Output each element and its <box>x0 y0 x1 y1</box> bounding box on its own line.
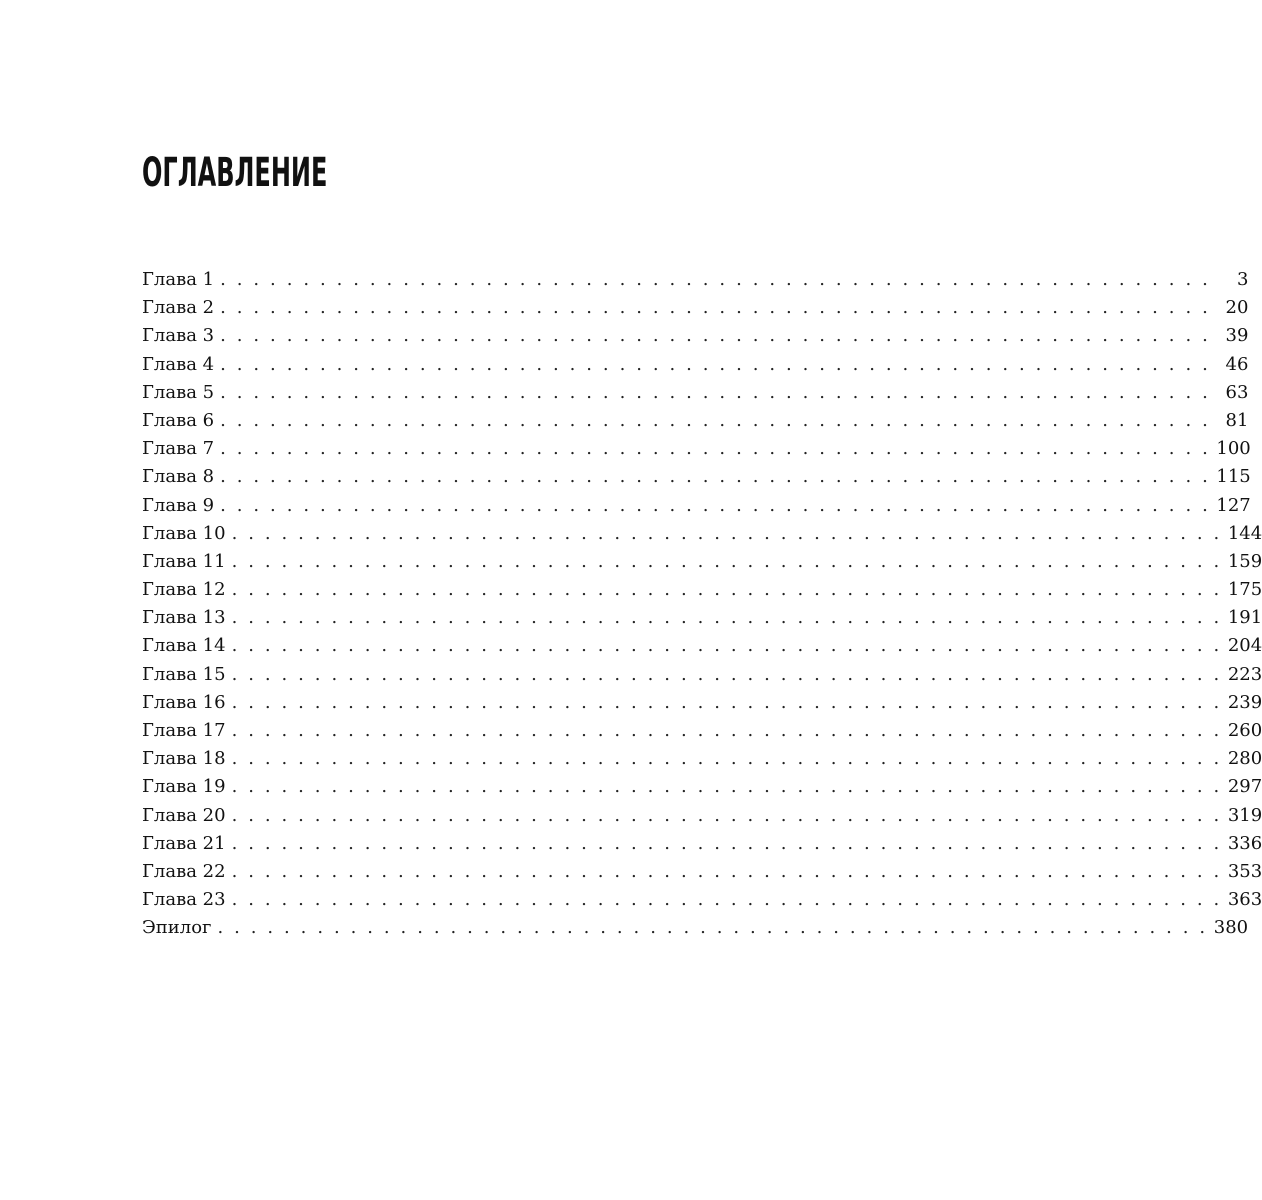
toc-entry-page: 20 <box>1225 297 1249 319</box>
toc-entry-label: Глава 6 <box>142 409 215 431</box>
toc-entry-page: 144 <box>1227 522 1262 544</box>
toc-entry-label: Эпилог <box>142 917 212 939</box>
toc-entry <box>142 351 1249 379</box>
toc-entry-label: Глава 14 <box>142 635 226 657</box>
toc-entry <box>142 830 1262 858</box>
toc-entry <box>142 435 1251 463</box>
toc-entry-page: 39 <box>1225 325 1249 347</box>
toc-entry-label: Глава 3 <box>142 325 215 347</box>
toc-dot-leader: . . . . . . . . . . . . . . . . . . . . . . . . . . . . . . . . . . . . . . . . . . . . . . . . . . . . . . . . . . . . <box>231 804 1222 826</box>
toc-entry-label: Глава 21 <box>142 832 226 854</box>
toc-entry <box>142 689 1262 717</box>
toc-dot-leader: . . . . . . . . . . . . . . . . . . . . . . . . . . . . . . . . . . . . . . . . . . . . . . . . . . . . . . . . . . . . <box>231 522 1222 544</box>
toc-entry-page: 336 <box>1227 832 1262 854</box>
toc-entry <box>142 520 1262 548</box>
toc-entry-label: Глава 9 <box>142 494 215 516</box>
page-title: ОГЛАВЛЕНИЕ <box>142 150 328 196</box>
toc-entry-page: 380 <box>1213 917 1249 939</box>
toc-entry <box>142 294 1249 322</box>
toc-dot-leader: . . . . . . . . . . . . . . . . . . . . . . . . . . . . . . . . . . . . . . . . . . . . . . . . . . . . . . . . . . . . <box>217 917 1208 939</box>
toc-entry-label: Глава 1 <box>142 269 215 290</box>
toc-entry-page: 223 <box>1227 663 1262 685</box>
toc-entry <box>142 886 1262 914</box>
toc-entry-page: 100 <box>1216 438 1251 460</box>
toc-dot-leader: . . . . . . . . . . . . . . . . . . . . . . . . . . . . . . . . . . . . . . . . . . . . . . . . . . . . . . . . . . . . <box>231 748 1222 770</box>
toc-dot-leader: . . . . . . . . . . . . . . . . . . . . . . . . . . . . . . . . . . . . . . . . . . . . . . . . . . . . . . . . . . . . <box>231 635 1222 657</box>
toc-dot-leader: . . . . . . . . . . . . . . . . . . . . . . . . . . . . . . . . . . . . . . . . . . . . . . . . . . . . . . . . . . . . <box>220 381 1211 403</box>
toc-entry <box>142 492 1251 520</box>
toc-dot-leader: . . . . . . . . . . . . . . . . . . . . . . . . . . . . . . . . . . . . . . . . . . . . . . . . . . . . . . . . . . . . <box>220 494 1211 516</box>
toc-entry <box>142 322 1249 350</box>
toc-dot-leader: . . . . . . . . . . . . . . . . . . . . . . . . . . . . . . . . . . . . . . . . . . . . . . . . . . . . . . . . . . . . <box>231 607 1222 629</box>
table-of-contents <box>142 266 1262 943</box>
toc-entry-page: 175 <box>1227 579 1262 601</box>
toc-entry-page: 204 <box>1227 635 1262 657</box>
toc-entry <box>142 717 1262 745</box>
toc-entry <box>142 548 1262 576</box>
toc-entry-label: Глава 13 <box>142 607 226 629</box>
toc-entry-page: 3 <box>1236 269 1249 290</box>
toc-entry-page: 127 <box>1216 494 1251 516</box>
toc-entry-label: Глава 15 <box>142 663 226 685</box>
toc-dot-leader: . . . . . . . . . . . . . . . . . . . . . . . . . . . . . . . . . . . . . . . . . . . . . . . . . . . . . . . . . . . . <box>220 438 1211 460</box>
toc-entry-page: 115 <box>1216 466 1251 488</box>
toc-entry-label: Глава 11 <box>142 550 226 572</box>
toc-entry <box>142 576 1262 604</box>
toc-entry-label: Глава 17 <box>142 720 226 741</box>
toc-dot-leader: . . . . . . . . . . . . . . . . . . . . . . . . . . . . . . . . . . . . . . . . . . . . . . . . . . . . . . . . . . . . <box>220 409 1211 431</box>
toc-entry <box>142 773 1262 801</box>
toc-dot-leader: . . . . . . . . . . . . . . . . . . . . . . . . . . . . . . . . . . . . . . . . . . . . . . . . . . . . . . . . . . . . <box>231 579 1222 601</box>
toc-entry-label: Глава 10 <box>142 522 226 544</box>
toc-entry-page: 363 <box>1227 889 1262 911</box>
toc-entry <box>142 745 1262 773</box>
toc-dot-leader: . . . . . . . . . . . . . . . . . . . . . . . . . . . . . . . . . . . . . . . . . . . . . . . . . . . . . . . . . . . . <box>231 550 1222 572</box>
toc-dot-leader: . . . . . . . . . . . . . . . . . . . . . . . . . . . . . . . . . . . . . . . . . . . . . . . . . . . . . . . . . . . . <box>231 663 1222 685</box>
toc-entry <box>142 914 1249 942</box>
toc-entry-label: Глава 4 <box>142 353 215 375</box>
toc-entry-page: 297 <box>1227 776 1262 798</box>
toc-entry <box>142 266 1249 294</box>
toc-entry-label: Глава 7 <box>142 438 215 460</box>
toc-entry-page: 191 <box>1227 607 1262 629</box>
toc-entry-page: 46 <box>1225 353 1249 375</box>
toc-entry <box>142 632 1262 660</box>
toc-entry-page: 81 <box>1225 409 1249 431</box>
toc-entry-label: Глава 16 <box>142 691 226 713</box>
toc-entry <box>142 858 1262 886</box>
toc-entry-label: Глава 20 <box>142 804 226 826</box>
toc-entry-label: Глава 5 <box>142 381 215 403</box>
toc-dot-leader: . . . . . . . . . . . . . . . . . . . . . . . . . . . . . . . . . . . . . . . . . . . . . . . . . . . . . . . . . . . . <box>220 466 1211 488</box>
toc-entry-page: 280 <box>1227 748 1262 770</box>
toc-entry-page: 260 <box>1227 720 1262 741</box>
toc-dot-leader: . . . . . . . . . . . . . . . . . . . . . . . . . . . . . . . . . . . . . . . . . . . . . . . . . . . . . . . . . . . . <box>231 691 1222 713</box>
toc-entry-page: 239 <box>1227 691 1262 713</box>
toc-dot-leader: . . . . . . . . . . . . . . . . . . . . . . . . . . . . . . . . . . . . . . . . . . . . . . . . . . . . . . . . . . . . <box>220 269 1211 290</box>
toc-dot-leader: . . . . . . . . . . . . . . . . . . . . . . . . . . . . . . . . . . . . . . . . . . . . . . . . . . . . . . . . . . . . <box>231 860 1222 882</box>
toc-entry-label: Глава 22 <box>142 860 226 882</box>
toc-entry-page: 159 <box>1227 550 1262 572</box>
toc-dot-leader: . . . . . . . . . . . . . . . . . . . . . . . . . . . . . . . . . . . . . . . . . . . . . . . . . . . . . . . . . . . . <box>220 297 1211 319</box>
toc-entry-label: Глава 19 <box>142 776 226 798</box>
toc-entry <box>142 407 1249 435</box>
toc-dot-leader: . . . . . . . . . . . . . . . . . . . . . . . . . . . . . . . . . . . . . . . . . . . . . . . . . . . . . . . . . . . . <box>231 889 1222 911</box>
toc-entry-label: Глава 18 <box>142 748 226 770</box>
toc-dot-leader: . . . . . . . . . . . . . . . . . . . . . . . . . . . . . . . . . . . . . . . . . . . . . . . . . . . . . . . . . . . . <box>231 776 1222 798</box>
toc-entry-page: 63 <box>1225 381 1249 403</box>
toc-entry <box>142 379 1249 407</box>
toc-dot-leader: . . . . . . . . . . . . . . . . . . . . . . . . . . . . . . . . . . . . . . . . . . . . . . . . . . . . . . . . . . . . <box>220 325 1211 347</box>
toc-entry-label: Глава 8 <box>142 466 215 488</box>
toc-entry-page: 319 <box>1227 804 1262 826</box>
toc-entry-label: Глава 2 <box>142 297 215 319</box>
toc-entry <box>142 661 1262 689</box>
toc-dot-leader: . . . . . . . . . . . . . . . . . . . . . . . . . . . . . . . . . . . . . . . . . . . . . . . . . . . . . . . . . . . . <box>231 832 1222 854</box>
toc-dot-leader: . . . . . . . . . . . . . . . . . . . . . . . . . . . . . . . . . . . . . . . . . . . . . . . . . . . . . . . . . . . . <box>231 720 1222 741</box>
toc-entry <box>142 802 1262 830</box>
toc-entry <box>142 463 1251 491</box>
toc-entry-page: 353 <box>1227 860 1262 882</box>
toc-entry-label: Глава 12 <box>142 579 226 601</box>
toc-dot-leader: . . . . . . . . . . . . . . . . . . . . . . . . . . . . . . . . . . . . . . . . . . . . . . . . . . . . . . . . . . . . <box>220 353 1211 375</box>
toc-entry <box>142 604 1262 632</box>
toc-entry-label: Глава 23 <box>142 889 226 911</box>
